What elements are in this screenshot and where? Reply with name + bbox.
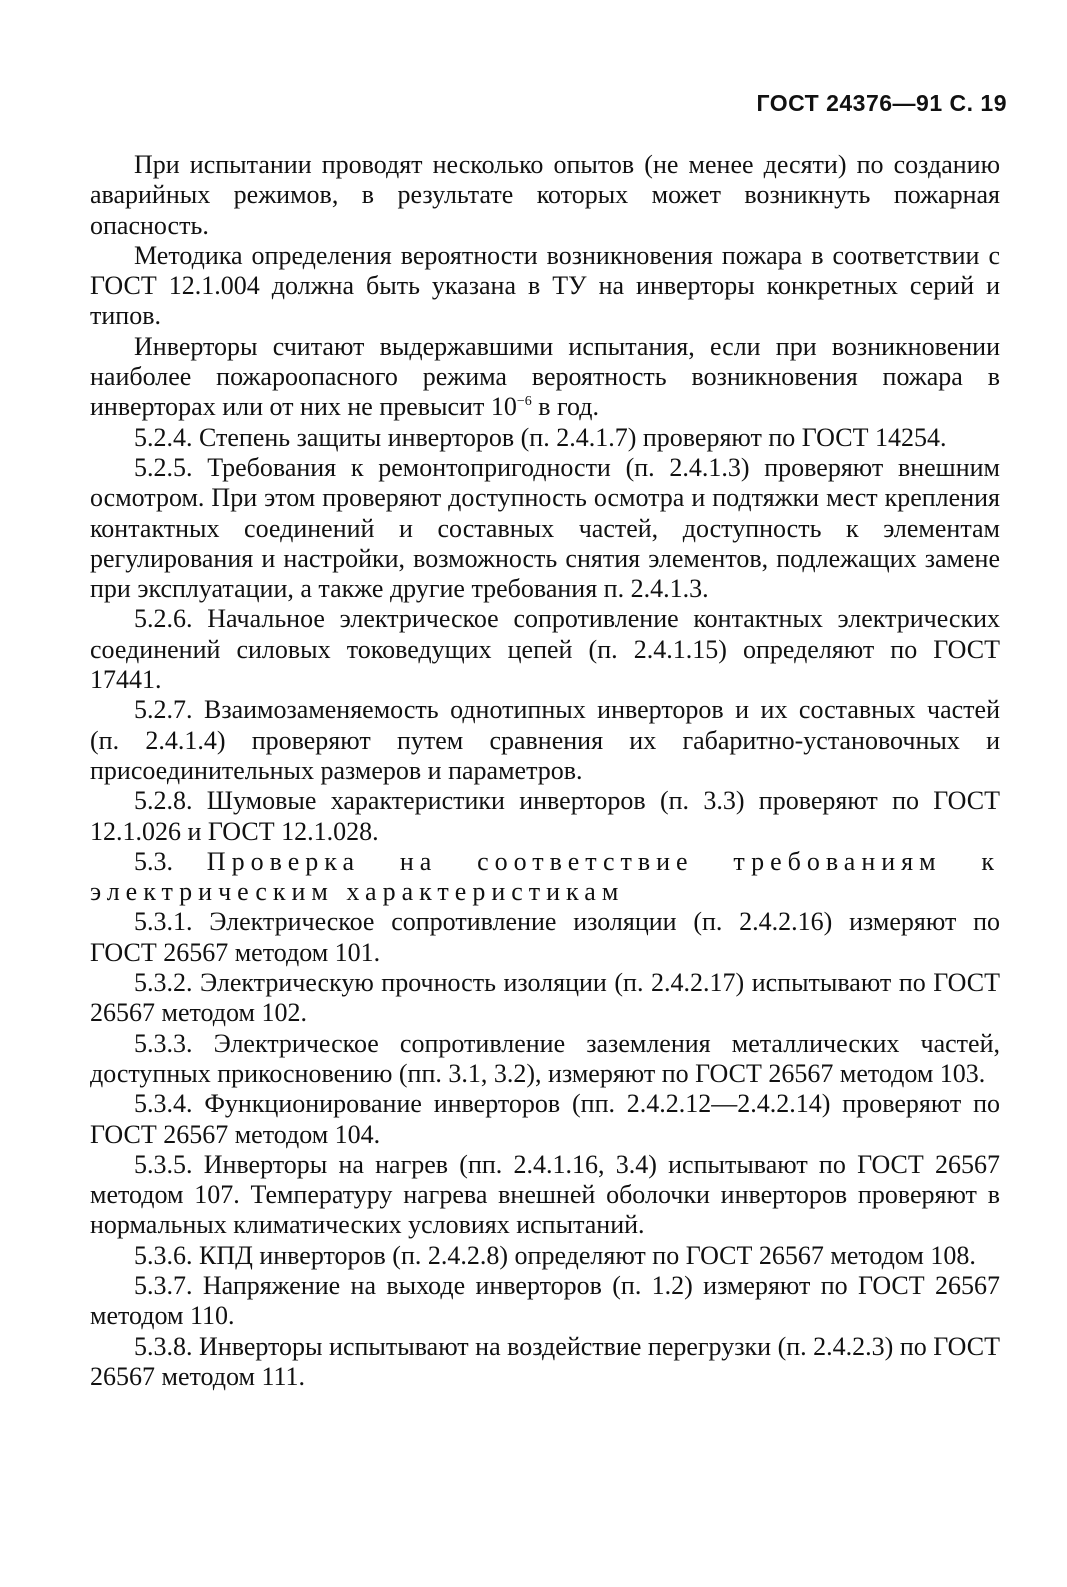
paragraph: 5.3.3. Электрическое сопротивление заземления металлических частей, доступных прикосновению (пп. 3.1, 3.2), измеряют по ГОСТ 26567 методом 103. [90, 1028, 1000, 1088]
page-header: ГОСТ 24376—91 С. 19 [756, 90, 1007, 116]
paragraph: 5.2.5. Требования к ремонтопригодности (п. 2.4.1.3) проверяют внешним осмотром. При этом проверяют доступность осмотра и подтяжки мест крепления контактных соединений и составных частей, доступность к элементам регулирования и настройки, возможность снятия элементов, подлежащих замене при эксплуатации, а также другие требования п. 2.4.1.3. [90, 452, 1000, 604]
paragraph: 5.3.4. Функционирование инверторов (пп. 2.4.2.12—2.4.2.14) проверяют по ГОСТ 26567 методом 104. [90, 1089, 1000, 1149]
section-heading [90, 847, 1000, 908]
paragraph: 5.2.8. Шумовые характеристики инверторов (п. 3.3) проверяют по ГОСТ 12.1.026 и ГОСТ 12.1.028. [90, 786, 1000, 846]
section-number: 5.3. [134, 846, 173, 876]
paragraph: 5.3.1. Электрическое сопротивление изоляции (п. 2.4.2.16) измеряют по ГОСТ 26567 методом 101. [90, 907, 1000, 967]
superscript-exponent: −6 [516, 394, 532, 410]
paragraph-text: Инверторы считают выдержавшими испытания, если при возникновении наиболее пожароопасного режима вероятность возникновения пожара в инверторах или от них не превысит 10 [90, 331, 1000, 422]
paragraph-text-end: в год. [531, 392, 600, 422]
paragraph: 5.3.5. Инверторы на нагрев (пп. 2.4.1.16, 3.4) испытывают по ГОСТ 26567 методом 107. Температуру нагрева внешней оболочки инверторов проверяют в нормальных климатических условиях испытаний. [90, 1149, 1000, 1240]
paragraph: 5.3.8. Инверторы испытывают на воздействие перегрузки (п. 2.4.2.3) по ГОСТ 26567 методом 111. [90, 1331, 1000, 1391]
paragraph: Методика определения вероятности возникновения пожара в соответствии с ГОСТ 12.1.004 должна быть указана в ТУ на инверторы конкретных серий и типов. [90, 240, 1000, 331]
paragraph: 5.3.6. КПД инверторов (п. 2.4.2.8) определяют по ГОСТ 26567 методом 108. [134, 1240, 976, 1270]
paragraph: 5.2.7. Взаимозаменяемость однотипных инверторов и их составных частей (п. 2.4.1.4) проверяют путем сравнения их габаритно-установочных и присоединительных размеров и параметров. [90, 695, 1000, 785]
paragraph: 5.3.2. Электрическую прочность изоляции (п. 2.4.2.17) испытывают по ГОСТ 26567 методом 102. [90, 968, 1000, 1028]
section-title: Проверка на соответствие требованиям к электрическим характеристикам [90, 846, 1000, 907]
paragraph: 5.2.6. Начальное электрическое сопротивление контактных электрических соединений силовых токоведущих цепей (п. 2.4.1.15) определяют по ГОСТ 17441. [90, 604, 1000, 695]
paragraph: 5.3.7. Напряжение на выходе инверторов (п. 1.2) измеряют по ГОСТ 26567 методом 110. [90, 1270, 1000, 1331]
paragraph: При испытании проводят несколько опытов (не менее десяти) по созданию аварийных режимов, в результате которых может возникнуть пожарная опасность. [90, 150, 1000, 240]
paragraph-fire-probability [90, 332, 1000, 423]
paragraph: 5.2.4. Степень защиты инверторов (п. 2.4.1.7) проверяют по ГОСТ 14254. [134, 422, 947, 452]
document-body [90, 150, 1000, 1392]
